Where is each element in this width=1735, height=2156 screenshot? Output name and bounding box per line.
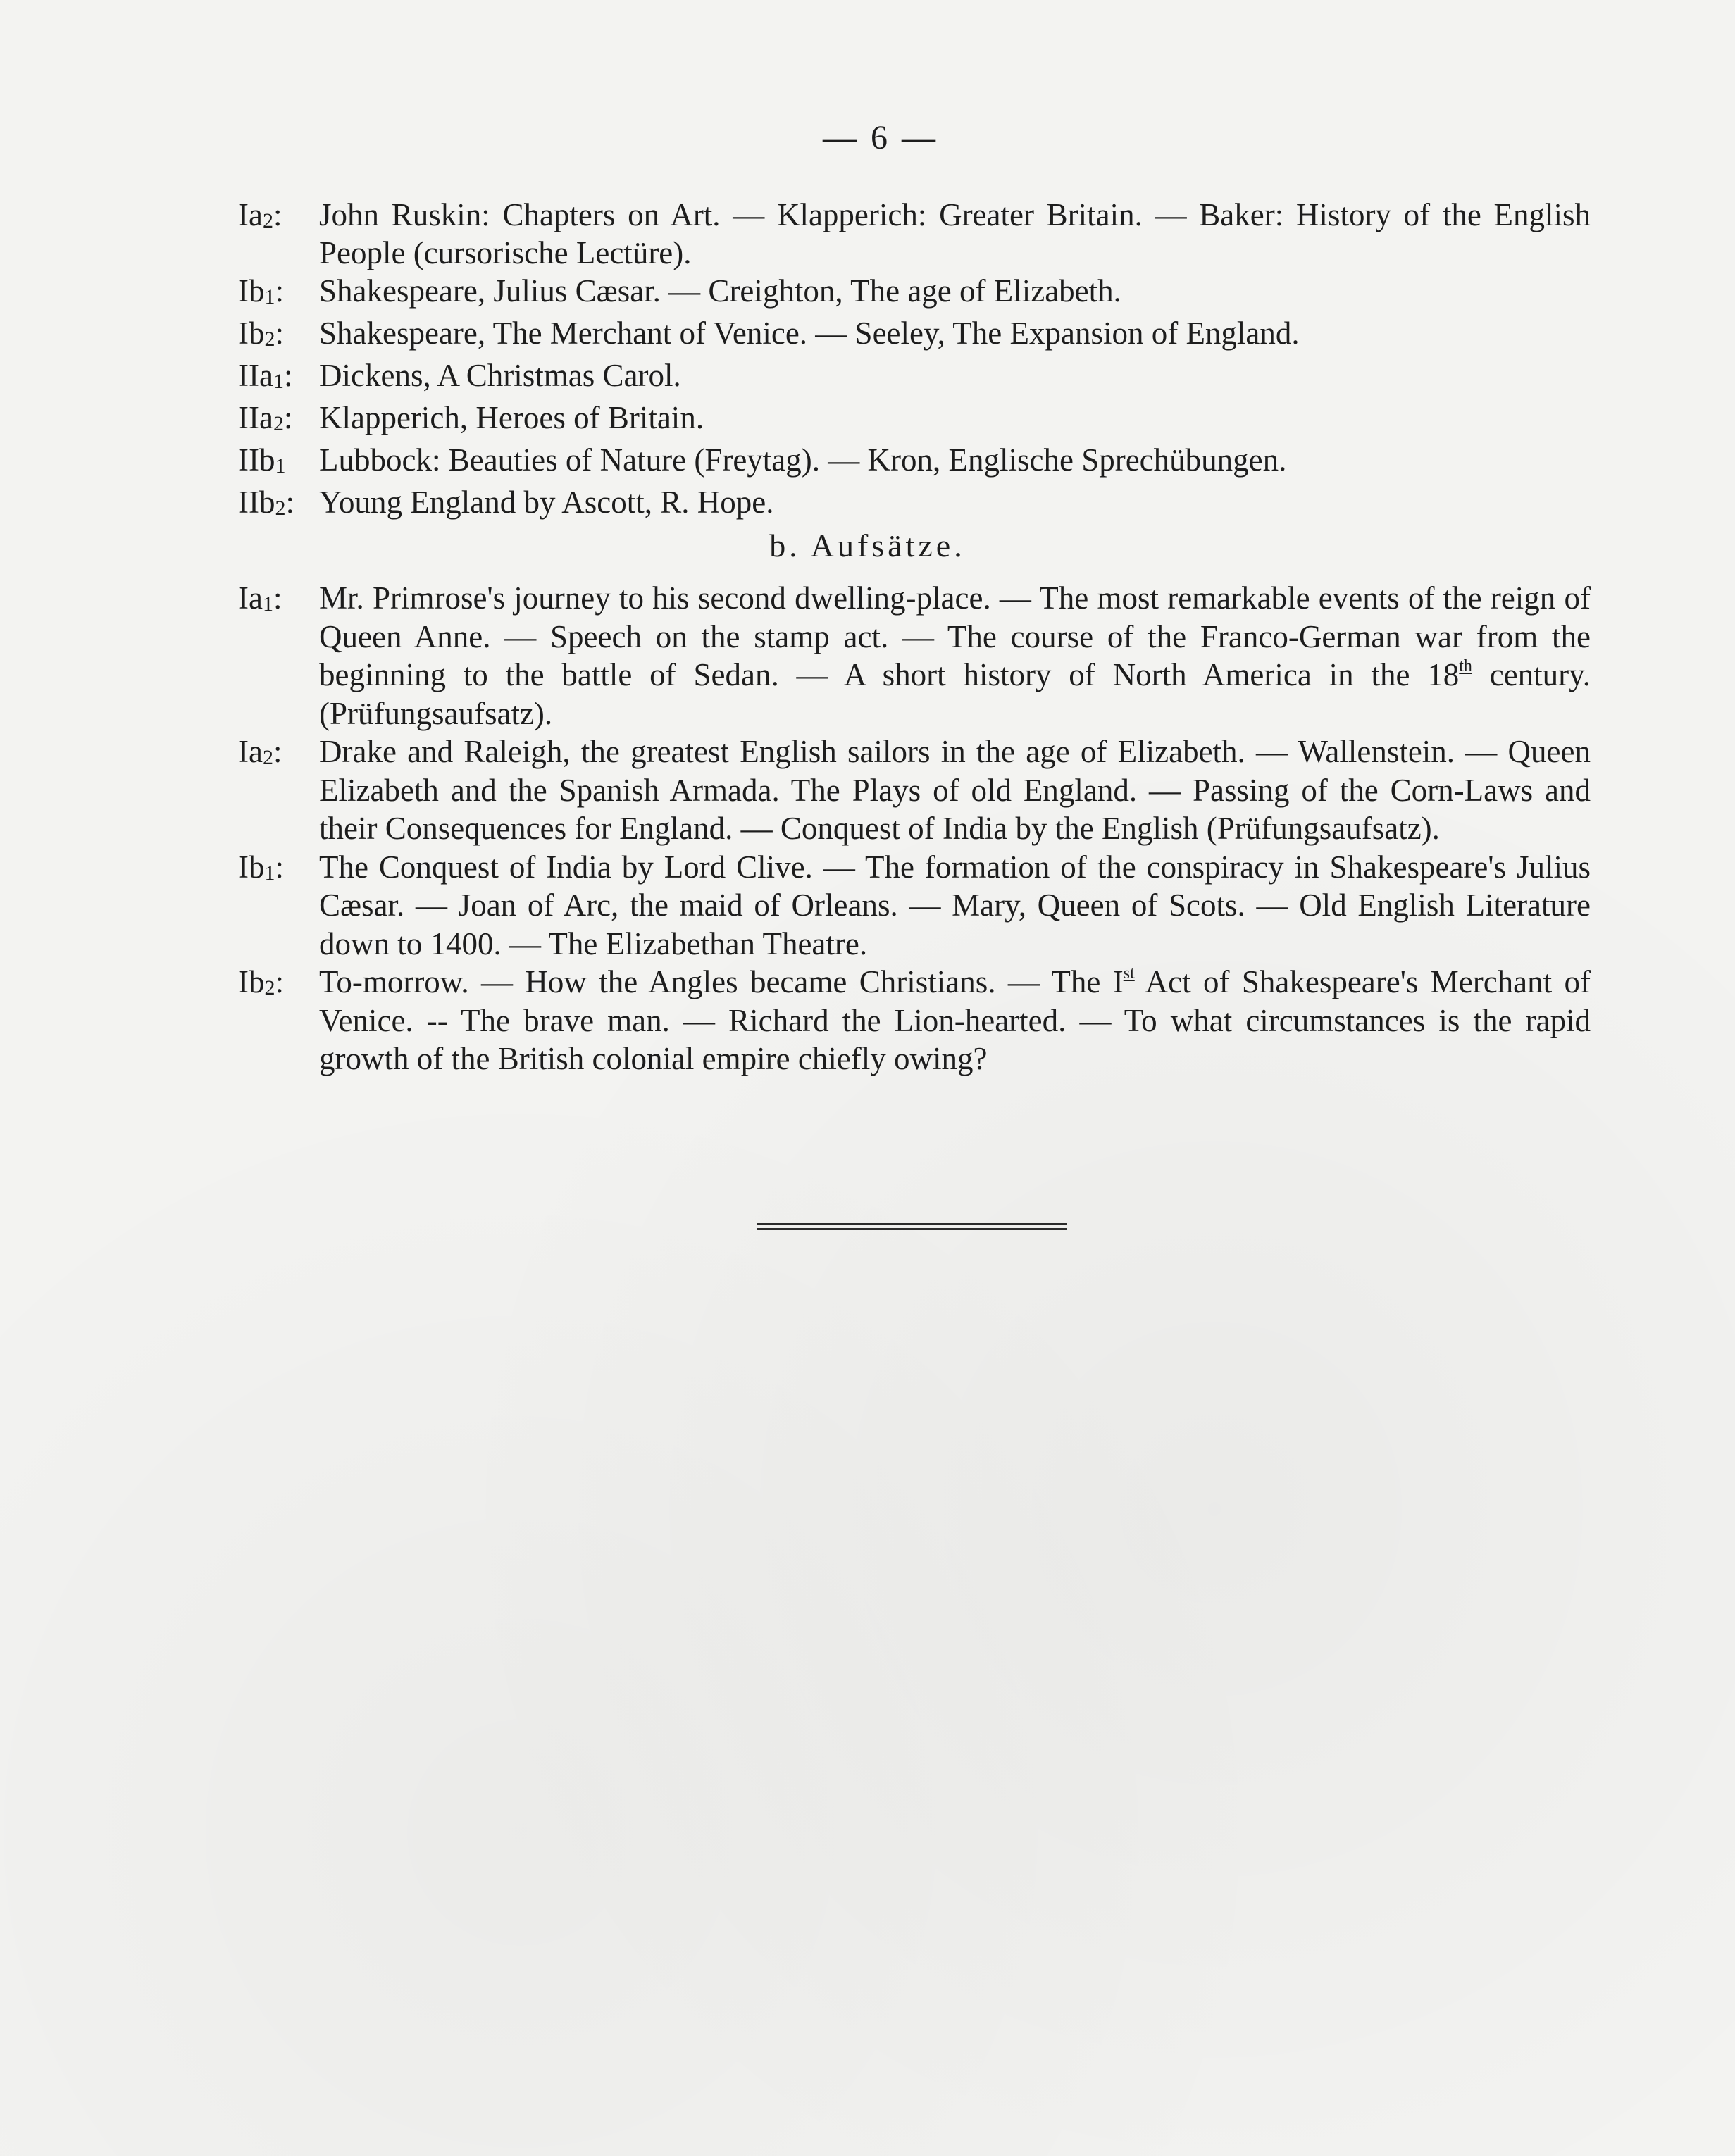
- class-label: [238, 399, 319, 441]
- class-label-main: IIb: [238, 442, 275, 478]
- ordinal-superscript: st: [1123, 964, 1135, 983]
- class-label-separator: :: [273, 580, 282, 616]
- class-label-separator: :: [275, 964, 285, 999]
- class-label-sub: 2: [264, 976, 275, 999]
- essay-text-before: To-morrow. — How the Angles became Christians. — The I: [319, 964, 1124, 999]
- essay-text-before: The Conquest of India by Lord Clive. — The formation of the conspiracy in Shakespeare's Julius Cæsar. — Joan of Arc, the maid of Orleans. — Mary, Queen of Scots. — Old English Literature down to 1400. — The Elizabethan Theatre.: [319, 849, 1591, 961]
- class-label-sub: 1: [275, 454, 286, 478]
- class-label-sub: 2: [275, 497, 286, 520]
- class-label-sub: 1: [264, 861, 275, 885]
- list-item: [238, 579, 1591, 733]
- reading-entry-text: Dickens, A Christmas Carol.: [319, 358, 681, 393]
- list-item: [238, 314, 1591, 356]
- class-label-sub: 1: [264, 285, 275, 309]
- class-label-main: IIb: [238, 485, 275, 520]
- class-label-main: Ia: [238, 580, 263, 616]
- class-label-main: Ib: [238, 849, 265, 885]
- class-label-main: IIa: [238, 358, 273, 393]
- class-label-main: Ib: [238, 316, 265, 351]
- essay-entry-text: [319, 733, 1591, 848]
- list-item: [238, 272, 1591, 314]
- class-label-sub: 1: [273, 370, 284, 393]
- class-label-sub: 2: [262, 746, 273, 769]
- essay-entry-text: [319, 579, 1591, 733]
- list-item: [238, 399, 1591, 441]
- class-label-main: Ib: [238, 273, 265, 309]
- ordinal-superscript: th: [1459, 657, 1472, 675]
- class-label-separator: :: [275, 849, 285, 885]
- list-item: [238, 733, 1591, 848]
- list-item: [238, 848, 1591, 964]
- class-label-separator: :: [283, 358, 293, 393]
- essay-entry-text: [319, 963, 1591, 1078]
- section-heading: b. Aufsätze.: [769, 528, 966, 563]
- list-item: [238, 441, 1591, 483]
- class-label-separator: :: [275, 316, 285, 351]
- list-item: [238, 356, 1591, 399]
- reading-entry-text: John Ruskin: Chapters on Art. — Klapperich: Greater Britain. — Baker: History of the English People (cursorische Lectüre).: [319, 197, 1591, 270]
- class-label: [238, 441, 319, 483]
- essay-text-before: Mr. Primrose's journey to his second dwelling-place. — The most remarkable events of the reign of Queen Anne. — Speech on the stamp act. — The course of the Franco-German war from the beginning to the battle of Sedan. — A short history of North America in the 18: [319, 580, 1591, 692]
- class-label: [238, 314, 319, 356]
- class-label-separator: :: [273, 734, 282, 769]
- class-label-separator: :: [285, 485, 294, 520]
- class-label-main: Ib: [238, 964, 265, 999]
- list-item: [238, 963, 1591, 1078]
- class-label-sub: 2: [273, 412, 284, 435]
- class-label: [238, 579, 319, 622]
- essay-entry-text: [319, 848, 1591, 964]
- class-label-main: IIa: [238, 400, 273, 435]
- reading-entry-text: Shakespeare, The Merchant of Venice. — Seeley, The Expansion of England.: [319, 316, 1300, 351]
- readings-list: [238, 196, 1591, 525]
- aufsatze-list: [238, 579, 1591, 1078]
- reading-entry-text: Shakespeare, Julius Cæsar. — Creighton, The age of Elizabeth.: [319, 273, 1121, 309]
- class-label-sub: 2: [262, 209, 273, 232]
- class-label: [238, 272, 319, 314]
- essay-text-after: century. (Prüfungsaufsatz).: [319, 657, 1591, 731]
- reading-entry-text: Klapperich, Heroes of Britain.: [319, 400, 704, 435]
- page-number: — 6 —: [823, 119, 938, 156]
- essay-text-after: Act of Shakespeare's Merchant of Venice. -- The brave man. — Richard the Lion-hearted. — To what circumstances is the rapid growth of the British colonial empire chiefly owing?: [319, 964, 1591, 1076]
- list-item: [238, 196, 1591, 272]
- reading-entry-text: Young England by Ascott, R. Hope.: [319, 485, 774, 520]
- class-label-sub: 2: [264, 328, 275, 351]
- class-label-separator: :: [273, 197, 282, 232]
- class-label: [238, 733, 319, 775]
- class-label: [238, 483, 319, 525]
- essay-text-before: Drake and Raleigh, the greatest English sailors in the age of Elizabeth. — Wallenstein. — Queen Elizabeth and the Spanish Armada. The Plays of old England. — Passing of the Corn-Laws and their Consequences for England. — Conquest of India by the English (Prüfungsaufsatz).: [319, 734, 1591, 846]
- reading-entry-text: Lubbock: Beauties of Nature (Freytag). — Kron, Englische Sprechübungen.: [319, 442, 1287, 478]
- list-item: [238, 483, 1591, 525]
- class-label: [238, 196, 319, 238]
- class-label: [238, 963, 319, 1006]
- bleed-through-texture: [204, 1127, 1592, 1845]
- class-label-separator: :: [275, 273, 285, 309]
- class-label: [238, 848, 319, 891]
- class-label-separator: :: [283, 400, 293, 435]
- class-label-sub: 1: [262, 592, 273, 616]
- class-label: [238, 356, 319, 399]
- class-label-main: Ia: [238, 197, 263, 232]
- class-label-main: Ia: [238, 734, 263, 769]
